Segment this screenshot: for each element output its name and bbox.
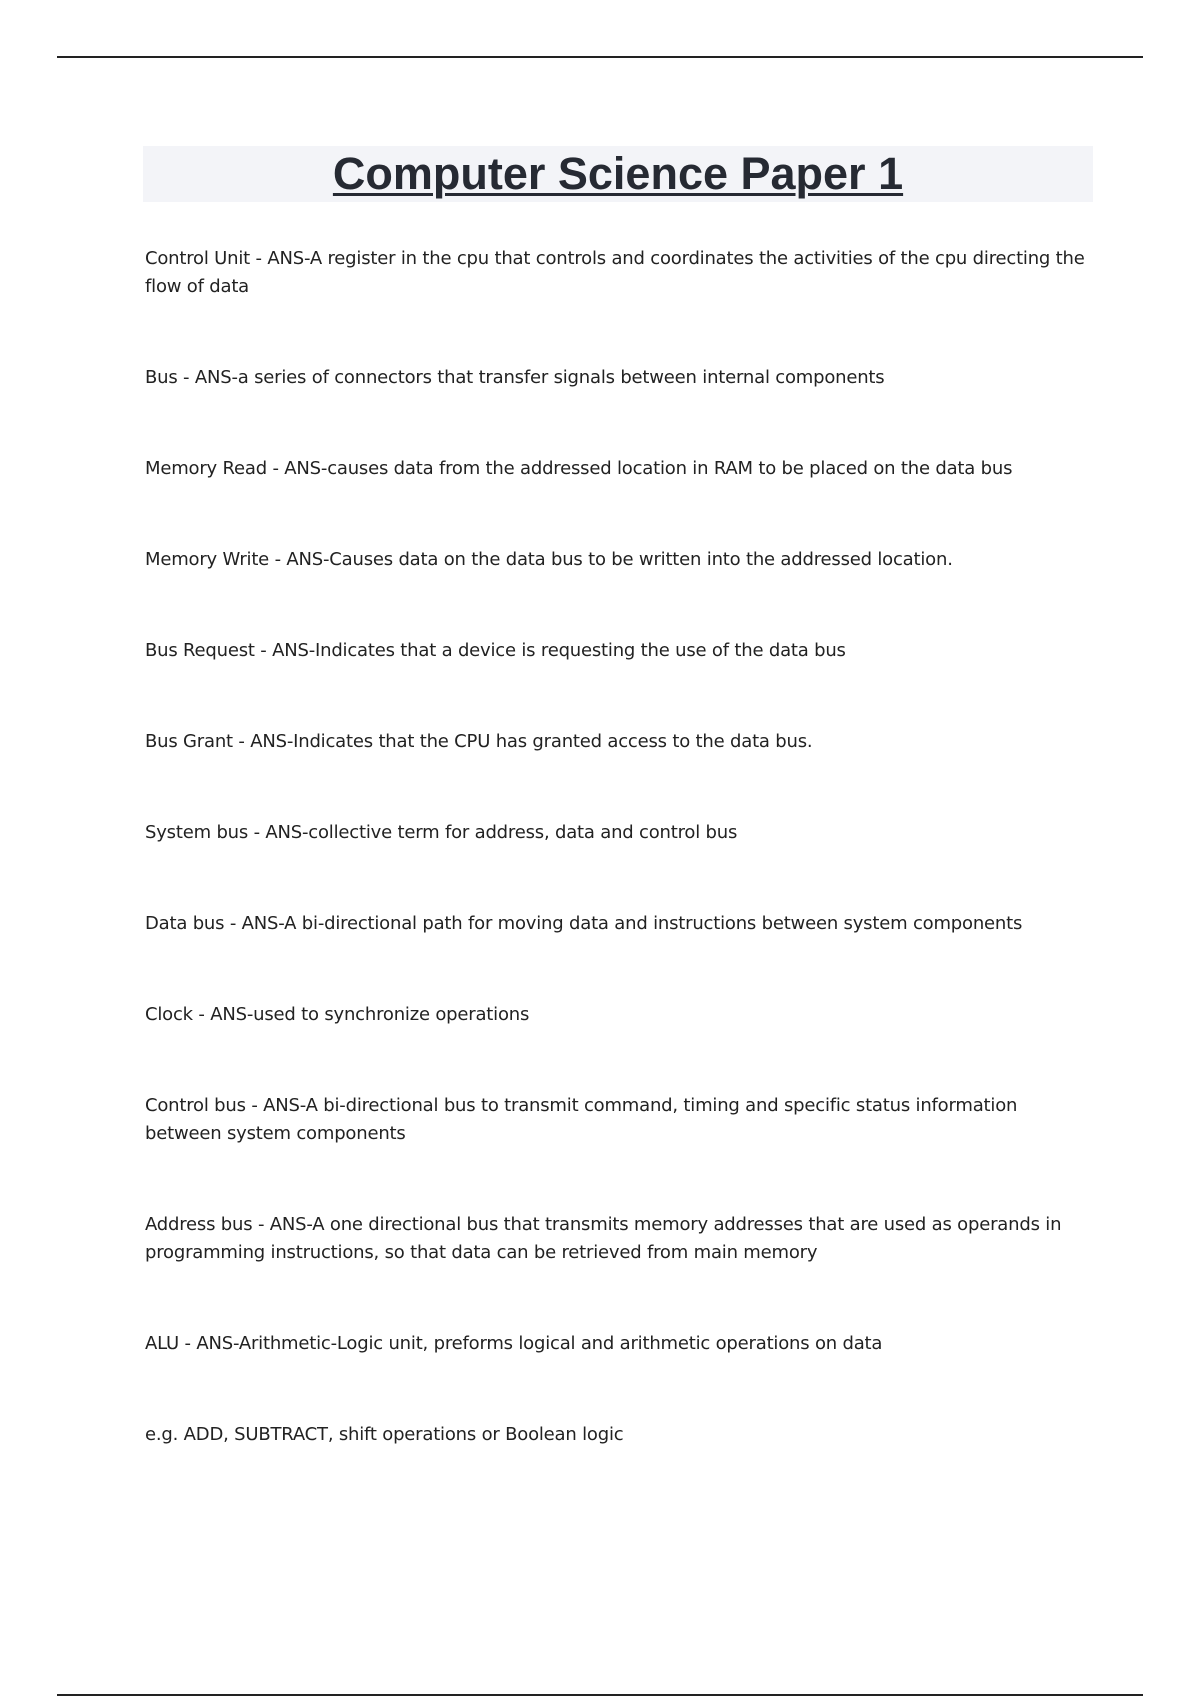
page-title: Computer Science Paper 1	[332, 148, 904, 199]
entry-address-bus: Address bus - ANS-A one directional bus that transmits memory addresses that are used as operands in programming instructions, so that data can be retrieved from main memory	[145, 1214, 1062, 1263]
entry-system-bus: System bus - ANS-collective term for address, data and control bus	[145, 822, 738, 843]
entry-memory-read: Memory Read - ANS-causes data from the addressed location in RAM to be placed on the data bus	[145, 458, 1013, 479]
entry-clock: Clock - ANS-used to synchronize operations	[145, 1004, 530, 1025]
entry-bus-grant: Bus Grant - ANS-Indicates that the CPU has granted access to the data bus.	[145, 731, 813, 752]
entry-alu: ALU - ANS-Arithmetic-Logic unit, preforms logical and arithmetic operations on data	[145, 1333, 883, 1354]
entry-data-bus: Data bus - ANS-A bi-directional path for moving data and instructions between system components	[145, 913, 1023, 934]
flashcard-list	[145, 245, 1095, 1449]
top-divider	[57, 56, 1143, 58]
entry-control-bus: Control bus - ANS-A bi-directional bus to transmit command, timing and specific status information between system components	[145, 1095, 1018, 1144]
entry-alu-examples: e.g. ADD, SUBTRACT, shift operations or Boolean logic	[145, 1424, 624, 1445]
title-banner	[143, 146, 1093, 202]
bottom-divider	[57, 1694, 1143, 1696]
entry-bus: Bus - ANS-a series of connectors that transfer signals between internal components	[145, 367, 885, 388]
entry-bus-request: Bus Request - ANS-Indicates that a device is requesting the use of the data bus	[145, 640, 846, 661]
entry-control-unit: Control Unit - ANS-A register in the cpu that controls and coordinates the activities of the cpu directing the flow of data	[145, 248, 1085, 297]
entry-memory-write: Memory Write - ANS-Causes data on the data bus to be written into the addressed location.	[145, 549, 953, 570]
